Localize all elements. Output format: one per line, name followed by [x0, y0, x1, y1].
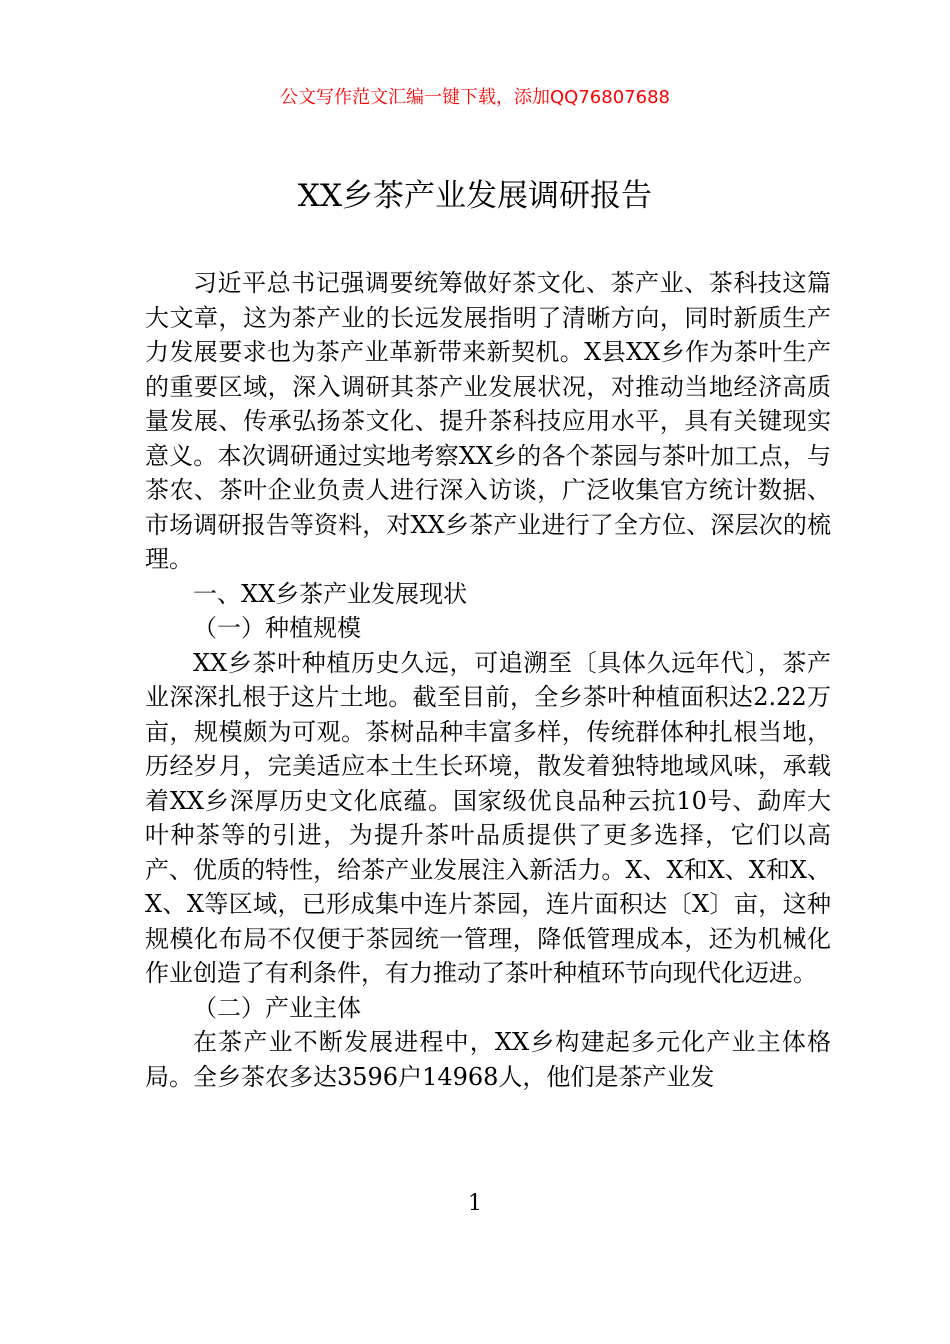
subsection-heading-entities: （二）产业主体 — [193, 993, 361, 1022]
entities-paragraph: 在茶产业不断发展进程中，XX乡构建起多元化产业主体格局。全乡茶农多达3596户14968人，他们是茶产业发 — [145, 1028, 831, 1091]
document-body — [145, 266, 831, 1094]
subsection-heading-planting: （一）种植规模 — [193, 614, 361, 642]
document-title: XX乡茶产业发展调研报告 — [297, 178, 653, 214]
download-banner: 公文写作范文汇编一键下载，添加QQ76807688 — [280, 87, 670, 108]
intro-paragraph: 习近平总书记强调要统筹做好茶文化、茶产业、茶科技这篇大文章，这为茶产业的长远发展指明了清晰方向，同时新质生产力发展要求也为茶产业革新带来新契机。X县XX乡作为茶叶生产的重要区域，深入调研其茶产业发展状况，对推动当地经济高质量发展、传承弘扬茶文化、提升茶科技应用水平，具有关键现实意义。本次调研通过实地考察XX乡的各个茶园与茶叶加工点，与茶农、茶叶企业负责人进行深入访谈，广泛收集官方统计数据、市场调研报告等资料，对XX乡茶产业进行了全方位、深层次的梳理。 — [145, 269, 831, 573]
planting-paragraph: XX乡茶叶种植历史久远，可追溯至〔具体久远年代〕，茶产业深深扎根于这片土地。截至目前，全乡茶叶种植面积达2.22万亩，规模颇为可观。茶树品种丰富多样，传统群体种扎根当地，历经岁月，完美适应本土生长环境，散发着独特地域风味，承载着XX乡深厚历史文化底蕴。国家级优良品种云抗10号、勐库大叶种茶等的引进，为提升茶叶品质提供了更多选择，它们以高产、优质的特性，给茶产业发展注入新活力。X、X和X、X和X、X、X等区域，已形成集中连片茶园，连片面积达〔X〕亩，这种规模化布局不仅便于茶园统一管理，降低管理成本，还为机械化作业创造了有利条件，有力推动了茶叶种植环节向现代化迈进。 — [145, 648, 831, 987]
page-number: 1 — [468, 1191, 482, 1216]
section-heading: 一、XX乡茶产业发展现状 — [193, 579, 468, 608]
